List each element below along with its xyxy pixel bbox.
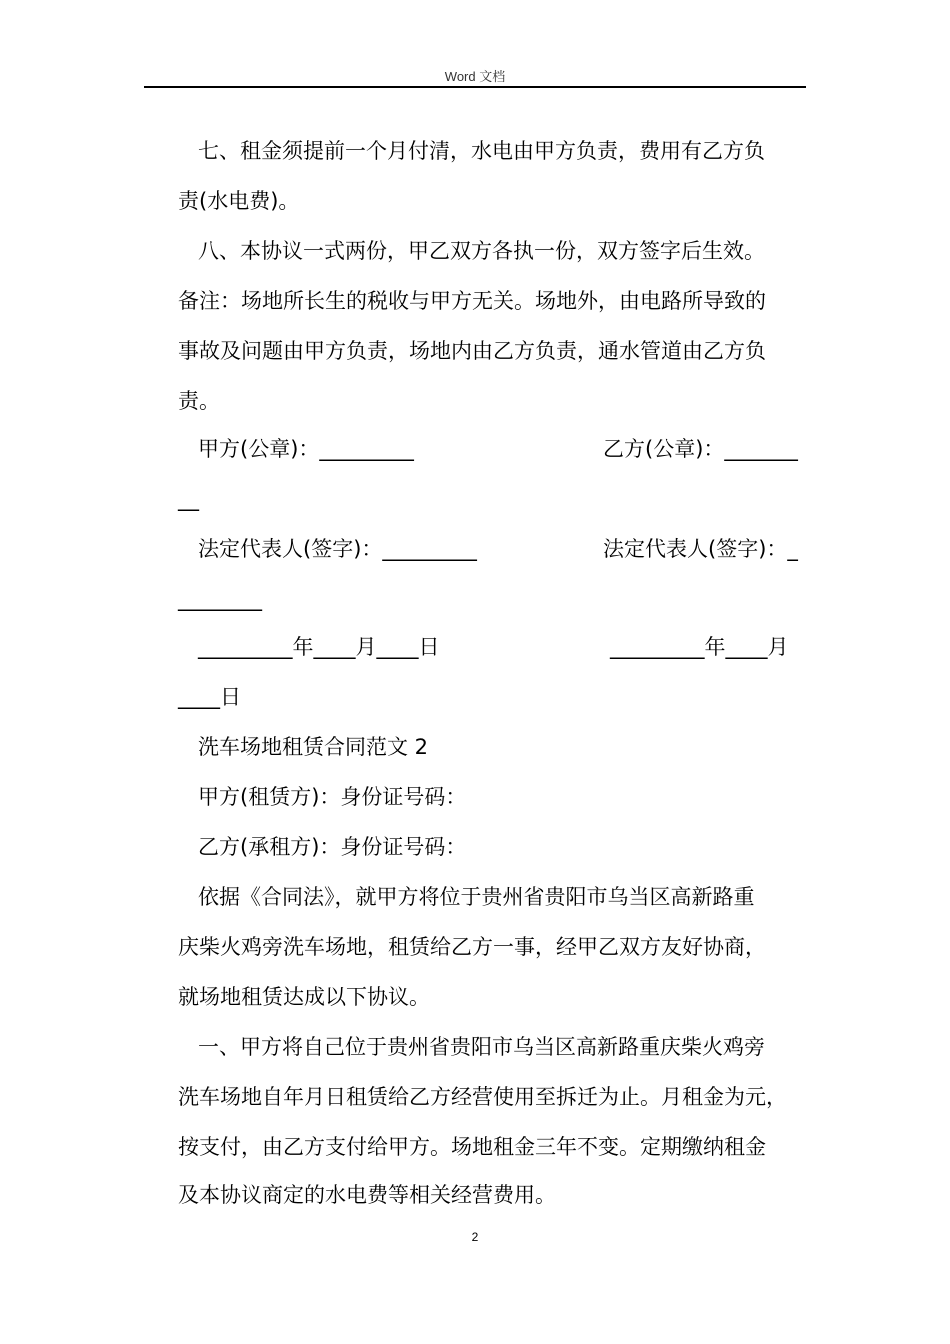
clause-7-line-1: 七、租金须提前一个月付清，水电由甲方负责，费用有乙方负 <box>198 139 765 163</box>
contract-2-title: 洗车场地租赁合同范文 2 <box>198 735 429 759</box>
legal-rep-b-field: 法定代表人(签字)：_ <box>603 537 798 561</box>
clause-1-line-1: 一、甲方将自己位于贵州省贵阳市乌当区高新路重庆柴火鸡旁 <box>198 1035 765 1059</box>
clause-1-line-3: 按支付，由乙方支付给甲方。场地租金三年不变。定期缴纳租金 <box>178 1135 766 1159</box>
header-divider <box>144 86 806 88</box>
clause-7-line-2: 责(水电费)。 <box>178 189 300 213</box>
party-b-seal-field: 乙方(公章)：_______ <box>603 437 798 461</box>
date-b-field: _________年____月 <box>610 635 789 659</box>
clause-1-line-2: 洗车场地自年月日租赁给乙方经营使用至拆迁为止。月租金为元， <box>178 1085 787 1109</box>
note-line-3: 责。 <box>178 389 220 413</box>
note-line-1: 备注：场地所长生的税收与甲方无关。场地外，由电路所导致的 <box>178 289 766 313</box>
document-header-title: Word 文档 <box>444 69 506 84</box>
party-b-seal-continuation: __ <box>178 487 199 511</box>
basis-line-3: 就场地租赁达成以下协议。 <box>178 985 430 1009</box>
note-line-2: 事故及问题由甲方负责，场地内由乙方负责，通水管道由乙方负 <box>178 339 766 363</box>
lessor-line: 甲方(租赁方)：身份证号码： <box>198 785 467 809</box>
legal-rep-a-field: 法定代表人(签字)：_________ <box>198 537 477 561</box>
basis-line-2: 庆柴火鸡旁洗车场地，租赁给乙方一事，经甲乙双方友好协商， <box>178 935 766 959</box>
date-a-field: _________年____月____日 <box>198 635 440 659</box>
clause-8: 八、本协议一式两份，甲乙双方各执一份，双方签字后生效。 <box>198 239 765 263</box>
date-b-continuation: ____日 <box>178 685 241 709</box>
party-a-seal-field: 甲方(公章)：_________ <box>198 437 414 461</box>
page-number: 2 <box>471 1230 479 1244</box>
clause-1-line-4: 及本协议商定的水电费等相关经营费用。 <box>178 1183 556 1207</box>
lessee-line: 乙方(承租方)：身份证号码： <box>198 835 467 859</box>
basis-line-1: 依据《合同法》，就甲方将位于贵州省贵阳市乌当区高新路重 <box>198 885 755 909</box>
legal-rep-b-continuation: ________ <box>178 587 262 611</box>
